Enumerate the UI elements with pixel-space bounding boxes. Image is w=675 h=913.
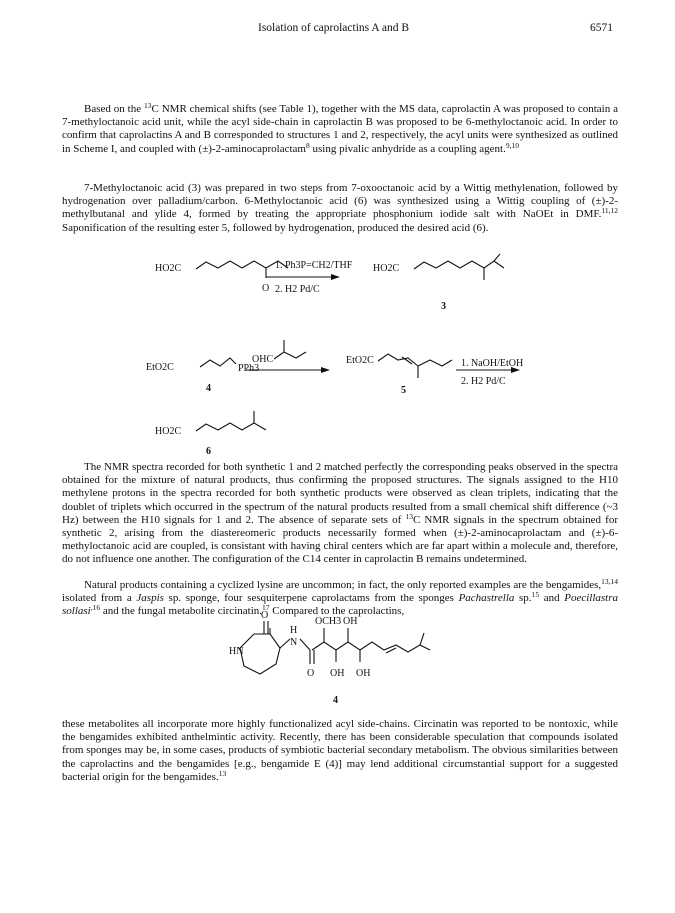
reaction-step-1b: 2. H2 Pd/C [275,284,320,295]
page-number: 6571 [590,22,613,34]
text: Saponification of the resulting ester 5, followed by hydrogenation, produced the desired acid (6). [62,221,489,234]
reaction-step-2b: 2. H2 Pd/C [461,376,506,387]
amide-hydrogen: H [290,625,298,636]
text: sp. [514,592,532,605]
text: The NMR spectra recorded for both synthetic 1 and 2 matched perfectly the corresponding peaks observed in the spectra obtained for the mixture of natural products, thus confirming the proposed structures. The signals assigned to the H10 methylene protons in the spectra recorded for both synthetic products were observed as clean triplets, indicating that the doublet of triplets which occurred in the spectrum of the natural products resulted from a small chemical shift difference (~3 Hz) between the H10 signals for 1 and 2. The absence of separate sets of [62,461,618,526]
text: C NMR chemical shifts (see Table 1), together with the MS data, caprolactin A was proposed to contain a 7-methyloctanoic acid unit, while the acyl side-chain in caprolactin B was proposed to be 6-methyloctanoic acid. In order to confirm that caprolactins A and B corresponded to structures 1 and 2, respectively, the acyl units were synthesized as outlined in Scheme I, and coupled with (±)-2-aminocaprolactam [62,103,618,155]
compound-label-3: 3 [441,301,446,312]
text: and [539,592,565,605]
text: Based on the [84,103,144,115]
text: isolated from a [62,592,137,605]
compound-label-6: 6 [206,446,211,457]
caprolactam-ring [240,634,280,674]
text: sp. sponge, four sesquiterpene caprolactams from the sponges [163,592,459,605]
text: C NMR signals in the spectrum obtained for synthetic 2, arising from the diastereomeric products necessarily formed when (±)-2-aminocaprolactam and (±)-6-methyloctanoic acid are coupled, is consistant with having chiral centers which are far apart within a molecule and, therefore, do not influence one another. The configuration of the C14 center in caprolactin B remains undetermined. [62,513,618,566]
reference: 9,10 [505,140,519,150]
compound-label-bengamide: 4 [333,695,338,706]
genus-name: Pachastrella [458,592,515,605]
acid-label-6: HO2C [155,426,182,437]
acid-label: HO2C [155,263,182,274]
superscript: 13 [144,101,152,110]
side-chain [312,642,430,652]
reference: 13 [218,768,227,778]
reference: 11,12 [601,206,618,216]
paragraph-5 [62,718,618,784]
running-header-title: Isolation of caprolactins A and B [258,22,410,34]
ester-label: EtO2C [346,355,374,366]
text: 7-Methyloctanoic acid (3) was prepared in two steps from 7-oxooctanoic acid by a Wittig methylenation, followed by hydrogenation over palladium/carbon. 6-Methyloctanoic acid (6) was synthesized using a Wittig coupling of (±)-2-methylbutanal and ylide 4, formed by treating the appropriate phosphonium iodide salt with NaOEt in DMF. [62,182,618,221]
reference: ,16 [90,603,101,613]
text: these metabolites all incorporate more highly functionalized acyl side-chains. Circinatin was reported to be nontoxic, while the bengamides exhibited anthelmintic activity. Recently, there has been considerable speculation that compounds isolated from sponges may be, in some cases, products of symbiotic bacterial secondary metabolism. The obvious similarities between the caprolactins and the bengamides [e.g., bengamide E (4)] may lend additional circumstantial support for a suggested bacterial origin for the bengamides. [62,718,618,783]
reaction-step-2a: 1. NaOH/EtOH [461,358,524,369]
species-name: Poecillastra sollasi [62,592,619,618]
compound-label-4: 4 [206,383,211,394]
hydroxyl-1: OH [343,616,358,627]
ketone-oxygen: O [262,283,270,294]
ylide-ester-label: EtO2C [146,362,174,373]
reference: 13,14 [601,577,618,586]
text: using pivalic anhydride as a coupling agent. [309,142,506,155]
superscript: 13 [405,511,413,521]
lactam-nh: HN [229,646,244,657]
aldehyde-label: OHC [252,354,274,365]
reference: 15 [531,590,540,600]
reference: 8 [305,140,310,150]
reaction-step-1a: 1. Ph3P=CH2/THF [275,260,353,271]
hydroxyl-2: OH [330,668,345,679]
text: Natural products containing a cyclized lysine are uncommon; in fact, the only reported examples are the bengamides, [84,579,602,591]
triphenylphosphonium-label: PPh3 [238,363,260,374]
compound-label-5: 5 [401,385,406,396]
hydroxyl-3: OH [356,668,371,679]
methoxy-group: OCH3 [315,616,342,627]
lactam-oxygen: O [261,610,269,621]
text: and the fungal metabolite circinatin. [100,605,262,618]
text: Compared to the caprolactins, [269,605,405,618]
amide-oxygen: O [307,668,315,679]
genus-name: Jaspis [136,592,164,605]
product-acid-label: HO2C [373,263,400,274]
amide-nitrogen: N [290,637,298,648]
reference: 17 [262,603,270,613]
